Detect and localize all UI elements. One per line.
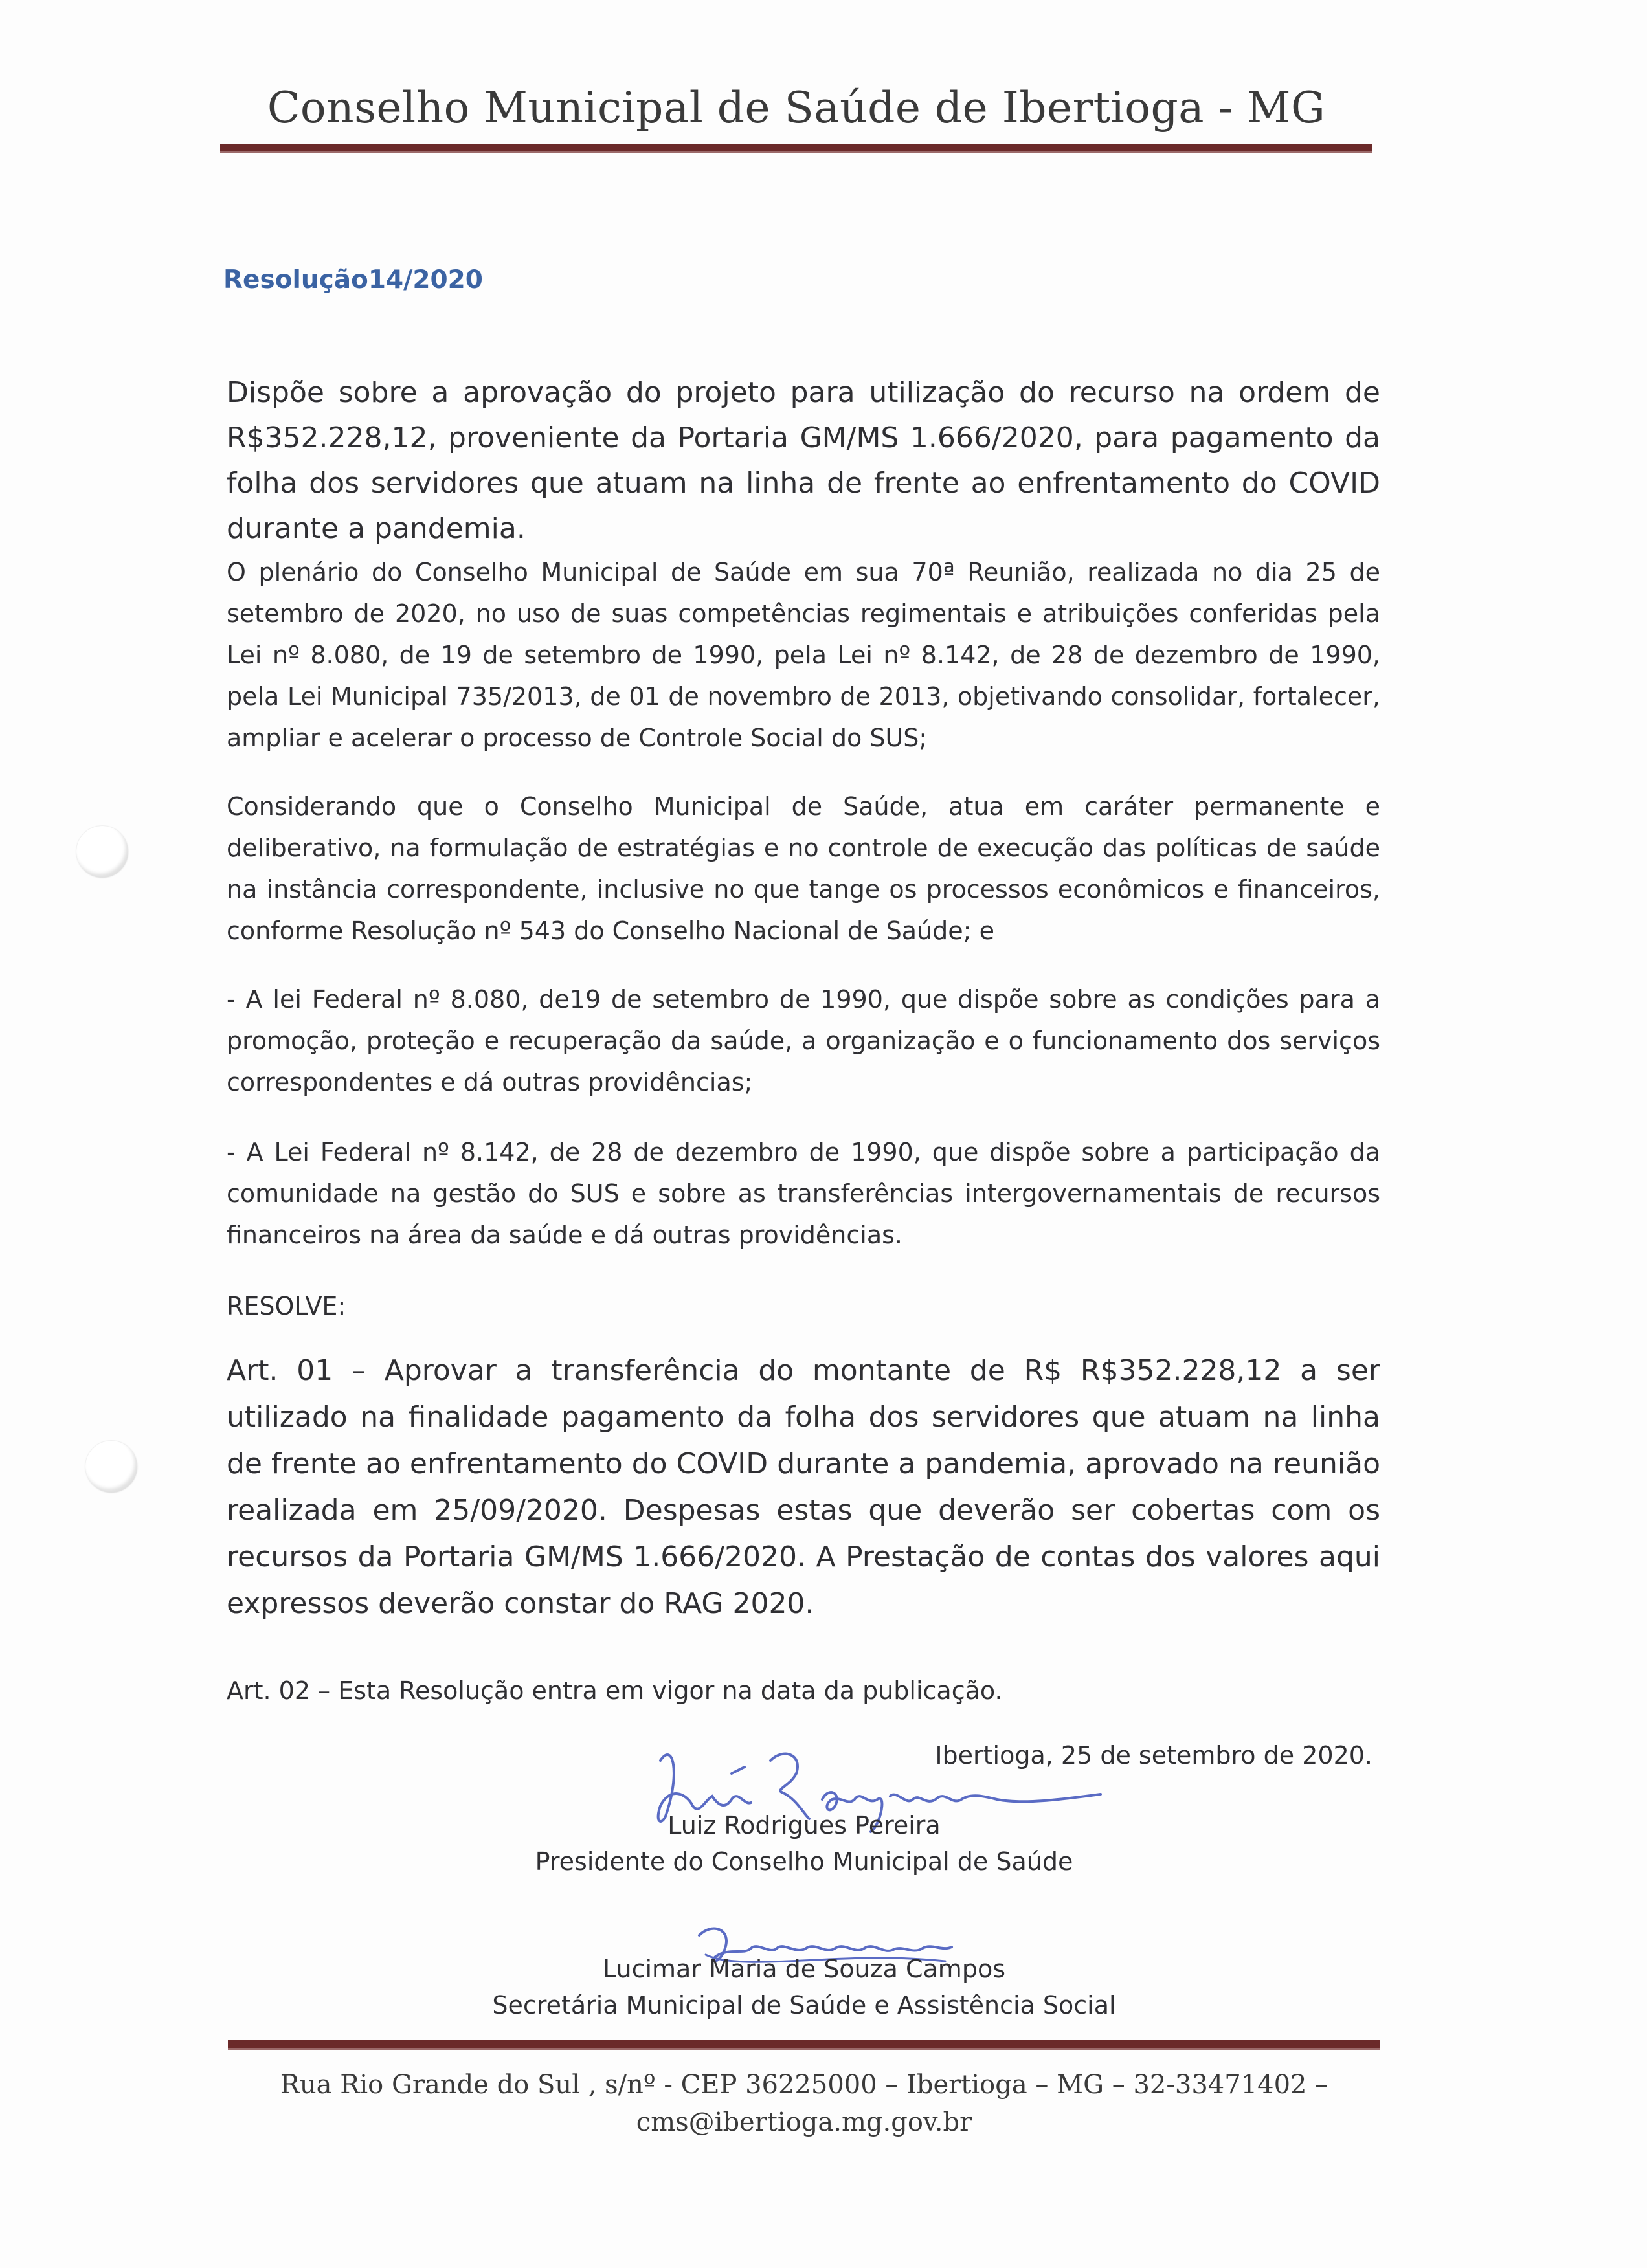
preamble-paragraph: O plenário do Conselho Municipal de Saúde em sua 70ª Reunião, realizada no dia 25 de setembro de 2020, no uso de suas competências regimentais e atribuições conferidas pela Lei nº 8.080, de 19 de setembro de 1990, pela Lei nº 8.142, de 28 de dezembro de 1990, pela Lei Municipal 735/2013, de 01 de novembro de 2013, objetivando consolidar, fortalecer, ampliar e acelerar o processo de Controle Social do SUS; [227,558,1380,752]
law-8080-paragraph: - A lei Federal nº 8.080, de19 de setembro de 1990, que dispõe sobre as condições para a promoção, proteção e recuperação da saúde, a organização e o funcionamento dos serviços correspondentes e dá outras providências; [227,985,1380,1096]
signatory-name: Lucimar Maria de Souza Campos [602,1955,1005,1983]
footer-email: cms@ibertioga.mg.gov.br [636,2107,972,2137]
footer-address: Rua Rio Grande do Sul , s/nº - CEP 36225000 – Ibertioga – MG – 32-33471402 – [280,2070,1328,2100]
resolution-number: Resolução14/2020 [223,265,483,295]
resolution-summary: Dispõe sobre a aprovação do projeto para utilização do recurso na ordem de R$352.228,12, proveniente da Portaria GM/MS 1.666/2020, para pagamento da folha dos servidores que atuam na linha de frente ao enfrentamento do COVID durante a pandemia. [227,376,1380,545]
letterhead-divider [220,144,1372,153]
article-01: Art. 01 – Aprovar a transferência do montante de R$ R$352.228,12 a ser utilizado na finalidade pagamento da folha dos servidores que atuam na linha de frente ao enfrentamento do COVID durante a pandemia, aprovado na reunião realizada em 25/09/2020. Despesas estas que deverão ser cobertas com os recursos da Portaria GM/MS 1.666/2020. A Prestação de contas dos valores aqui expressos deverão constar do RAG 2020. [227,1354,1380,1620]
signatory-role: Secretária Municipal de Saúde e Assistência Social [492,1991,1116,2019]
signatory-name: Luiz Rodrigues Pereira [667,1811,941,1840]
punch-hole [76,826,128,878]
punch-hole [85,1441,137,1493]
article-02: Art. 02 – Esta Resolução entra em vigor na data da publicação. [227,1676,1003,1705]
signatory-role: Presidente do Conselho Municipal de Saúde [535,1847,1073,1876]
place-and-date: Ibertioga, 25 de setembro de 2020. [935,1741,1372,1770]
law-8142-paragraph: - A Lei Federal nº 8.142, de 28 de dezembro de 1990, que dispõe sobre a participação da comunidade na gestão do SUS e sobre as transferências intergovernamentais de recursos financeiros na área da saúde e dá outras providências. [227,1138,1380,1249]
letterhead-title: Conselho Municipal de Saúde de Ibertioga - MG [267,83,1326,133]
considering-paragraph: Considerando que o Conselho Municipal de Saúde, atua em caráter permanente e deliberativo, na formulação de estratégias e no controle de execução das políticas de saúde na instância correspondente, inclusive no que tange os processos econômicos e financeiros, conforme Resolução nº 543 do Conselho Nacional de Saúde; e [227,792,1380,945]
footer-divider [228,2040,1380,2050]
resolve-heading: RESOLVE: [227,1292,346,1320]
